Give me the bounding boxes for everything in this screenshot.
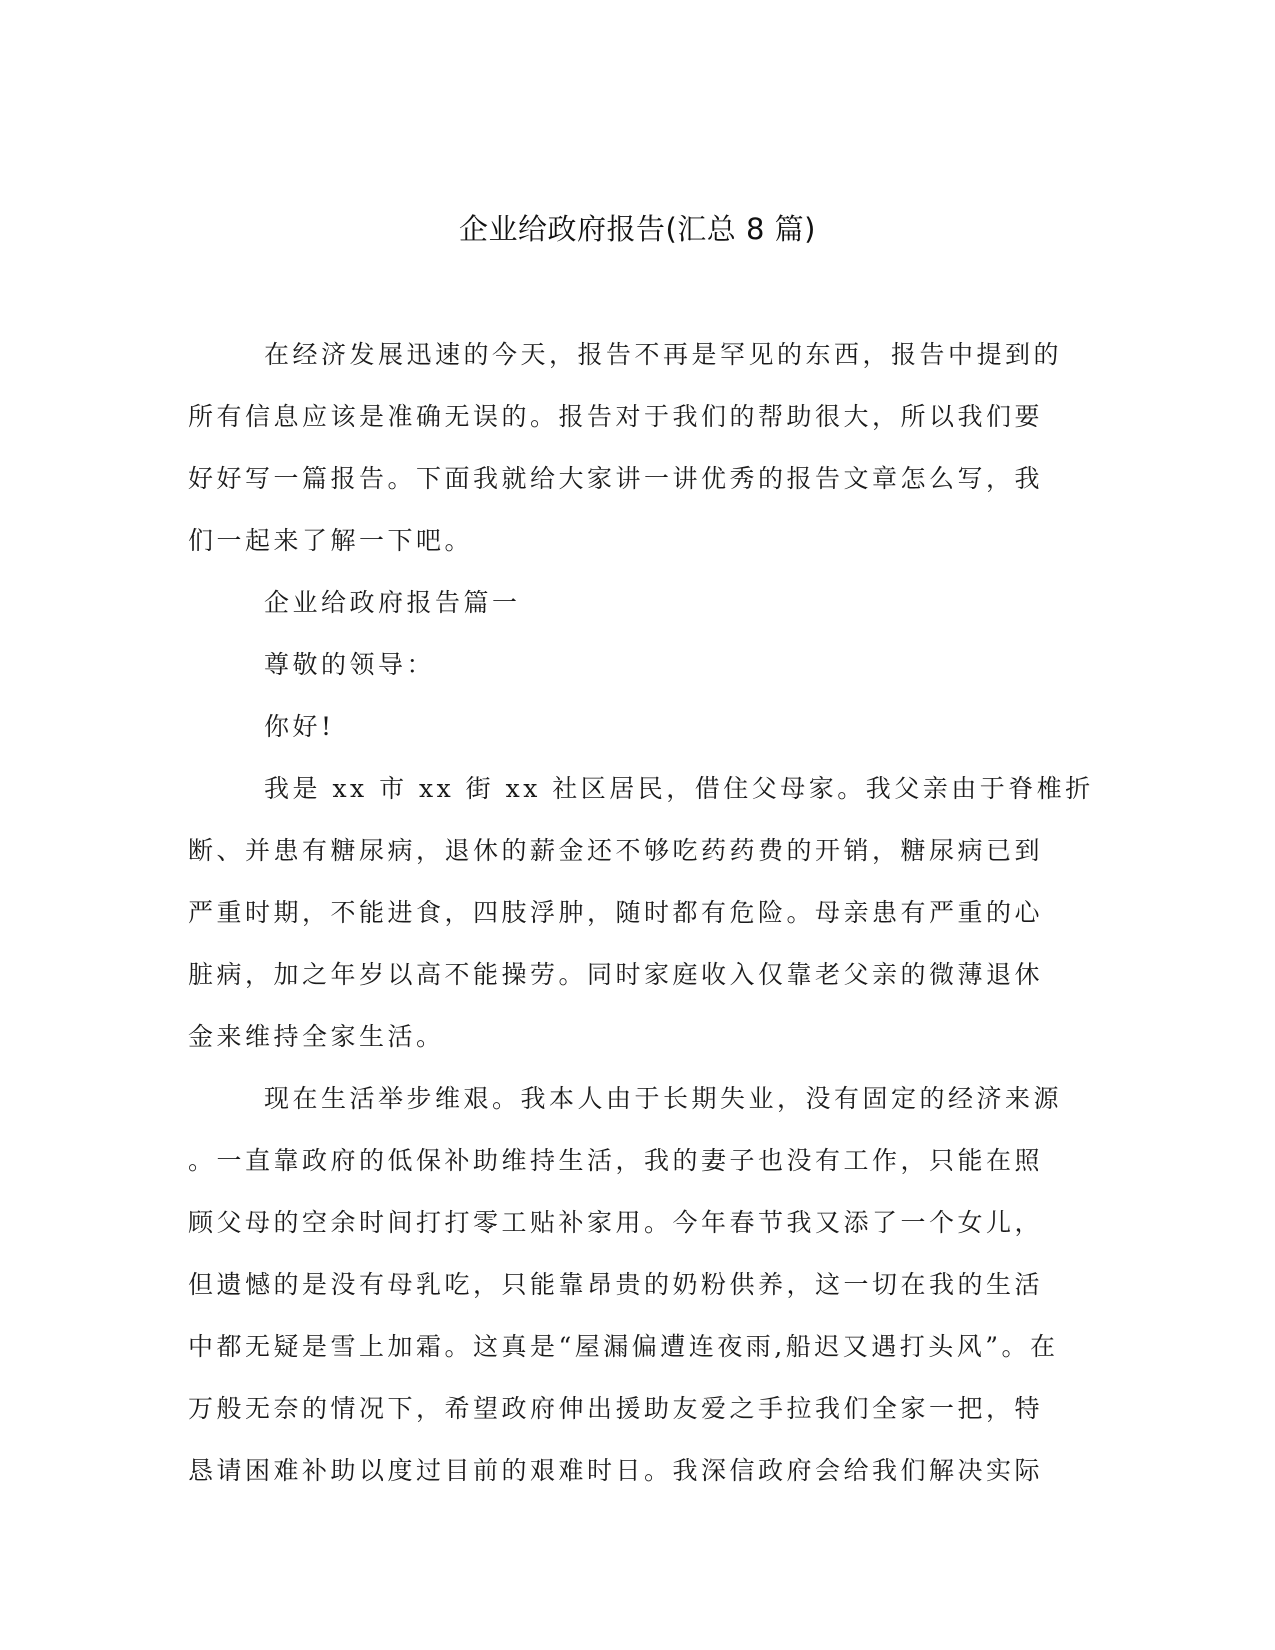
paragraph-line: 脏病，加之年岁以高不能操劳。同时家庭收入仅靠老父亲的微薄退休: [188, 960, 1044, 989]
paragraph-line: 。一直靠政府的低保补助维持生活，我的妻子也没有工作，只能在照: [188, 1146, 1044, 1175]
paragraph-line: 万般无奈的情况下，希望政府伸出援助友爱之手拉我们全家一把，特: [188, 1394, 1044, 1423]
paragraph-line: 严重时期，不能进食，四肢浮肿，随时都有危险。母亲患有严重的心: [188, 898, 1044, 927]
paragraph-line: 但遗憾的是没有母乳吃，只能靠昂贵的奶粉供养，这一切在我的生活: [188, 1270, 1044, 1299]
paragraph-line: 顾父母的空余时间打打零工贴补家用。今年春节我又添了一个女儿，: [188, 1208, 1044, 1237]
paragraph-line: 金来维持全家生活。: [188, 1022, 445, 1051]
paragraph-line: 现在生活举步维艰。我本人由于长期失业，没有固定的经济来源: [264, 1084, 1063, 1113]
paragraph-line: 中都无疑是雪上加霜。这真是“屋漏偏遭连夜雨,船迟又遇打头风”。在: [188, 1332, 1059, 1361]
paragraph-line: 好好写一篇报告。下面我就给大家讲一讲优秀的报告文章怎么写，我: [188, 464, 1044, 493]
paragraph-line: 断、并患有糖尿病，退休的薪金还不够吃药药费的开销，糖尿病已到: [188, 836, 1044, 865]
section-heading: 企业给政府报告篇一: [264, 588, 521, 617]
greeting: 你好!: [264, 712, 335, 741]
salutation: 尊敬的领导：: [264, 650, 436, 679]
paragraph-line: 所有信息应该是准确无误的。报告对于我们的帮助很大，所以我们要: [188, 402, 1044, 431]
document-body: [188, 324, 1094, 1502]
paragraph-line: 我是 xx 市 xx 街 xx 社区居民，借住父母家。我父亲由于脊椎折: [264, 774, 1094, 803]
paragraph-line: 恳请困难补助以度过目前的艰难时日。我深信政府会给我们解决实际: [188, 1456, 1044, 1485]
paragraph-line: 在经济发展迅速的今天，报告不再是罕见的东西，报告中提到的: [264, 340, 1063, 369]
document-title: 企业给政府报告(汇总 8 篇): [458, 212, 816, 246]
paragraph-line: 们一起来了解一下吧。: [188, 526, 474, 555]
